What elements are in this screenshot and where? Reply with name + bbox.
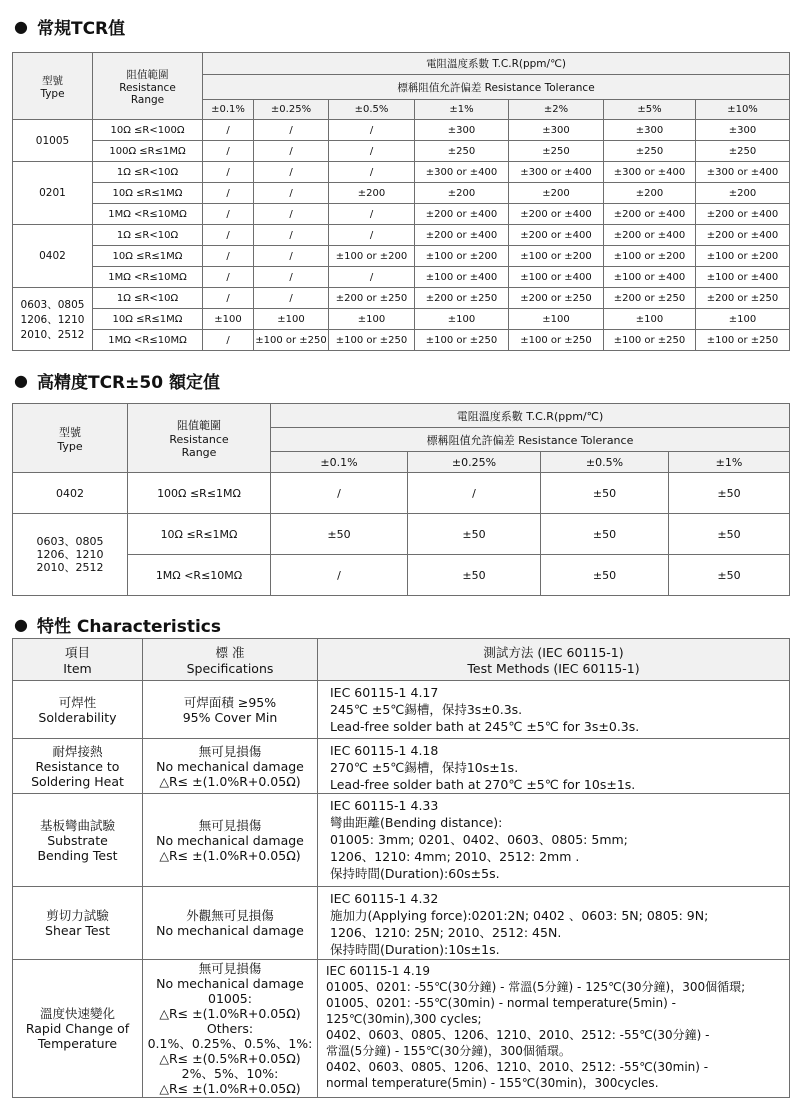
cell-line: 0402 bbox=[56, 486, 84, 500]
tcr-value-cell: ±100 or ±250 bbox=[509, 330, 604, 351]
cell-line: 保持時間(Duration):60s±5s. bbox=[330, 866, 500, 881]
tolerance-cell: ±0.1% bbox=[271, 452, 408, 473]
cell-line: 可焊面積 ≥95% bbox=[183, 694, 277, 710]
type-header-zh: 型號 bbox=[59, 425, 81, 439]
item-cell bbox=[13, 681, 143, 739]
tcr-value-cell: / bbox=[254, 183, 329, 204]
tcr-value-cell: / bbox=[254, 204, 329, 225]
tcr-value-cell: ±100 or ±400 bbox=[696, 267, 790, 288]
spec-header-zh: 標 准 bbox=[215, 645, 245, 660]
header-row bbox=[13, 639, 790, 681]
table-row bbox=[13, 960, 790, 1098]
header-row bbox=[13, 53, 790, 75]
tcr-value-cell: ±200 or ±400 bbox=[509, 204, 604, 225]
tcr-value-cell: / bbox=[203, 246, 254, 267]
table-row bbox=[13, 141, 790, 162]
cell-line: 0402、0603、0805、1206、1210、2010、2512: -55℃(30分鐘) - bbox=[326, 1028, 710, 1042]
cell-line: Temperature bbox=[37, 1036, 118, 1051]
tcr-value-cell: ±300 bbox=[415, 120, 509, 141]
cell-line: Lead-free solder bath at 270℃ ±5℃ for 10s±1s. bbox=[330, 777, 636, 792]
cell-line: 245℃ ±5℃錫槽，保持3s±0.3s. bbox=[330, 702, 523, 717]
characteristics-table bbox=[12, 638, 790, 1098]
tcr-value-cell: / bbox=[203, 141, 254, 162]
tcr-value-cell: ±200 bbox=[509, 183, 604, 204]
cell-line: 溫度快速變化 bbox=[39, 1006, 115, 1021]
range-header-en1: Resistance bbox=[119, 81, 176, 94]
range-header-en2: Range bbox=[181, 446, 217, 459]
tcr-value-cell: / bbox=[203, 288, 254, 309]
cell-line: 施加力(Applying force):0201:2N; 0402 、0603: 5N; 0805: 9N; bbox=[330, 908, 709, 923]
tcr-value-cell: / bbox=[329, 225, 415, 246]
cell-line: 1206、1210: 25N; 2010、2512: 45N. bbox=[330, 925, 562, 940]
tcr-value-cell: ±200 or ±400 bbox=[509, 225, 604, 246]
spec-cell bbox=[143, 960, 318, 1098]
tcr-value-cell: ±100 or ±400 bbox=[509, 267, 604, 288]
method-cell bbox=[318, 794, 790, 887]
cell-line: 1206、1210 bbox=[20, 313, 85, 326]
section-title-text: 常規TCR值 bbox=[36, 19, 126, 39]
tcr-value-cell: / bbox=[271, 473, 408, 514]
tcr-value-cell: ±50 bbox=[541, 555, 669, 596]
type-cell bbox=[13, 514, 128, 596]
tolerance-cell: ±0.5% bbox=[541, 452, 669, 473]
range-cell: 1MΩ <R≤10MΩ bbox=[93, 330, 203, 351]
range-cell: 10Ω ≤R≤1MΩ bbox=[93, 183, 203, 204]
tcr-value-cell: ±50 bbox=[669, 514, 790, 555]
tcr-value-cell: ±100 or ±400 bbox=[604, 267, 696, 288]
cell-line: IEC 60115-1 4.19 bbox=[326, 964, 430, 978]
type-header-en: Type bbox=[57, 439, 83, 453]
tcr-value-cell: ±100 or ±250 bbox=[696, 330, 790, 351]
tcr-value-cell: ±100 bbox=[696, 309, 790, 330]
tolerance-cell: ±5% bbox=[604, 100, 696, 120]
tcr-value-cell: ±300 bbox=[509, 120, 604, 141]
tcr-value-cell: ±100 bbox=[509, 309, 604, 330]
cell-line: 耐焊接熱 bbox=[52, 743, 103, 759]
cell-line: 1206、1210 bbox=[36, 548, 104, 561]
cell-line: 無可見損傷 bbox=[198, 961, 262, 976]
type-header-zh: 型號 bbox=[42, 74, 63, 87]
table-row bbox=[13, 514, 790, 555]
spec-header bbox=[143, 639, 318, 681]
spec-header-en: Specifications bbox=[186, 661, 274, 676]
table-row bbox=[13, 162, 790, 183]
cell-line: 0402 bbox=[39, 250, 66, 262]
tcr-value-cell: / bbox=[271, 555, 408, 596]
tcr-value-cell: / bbox=[203, 225, 254, 246]
spec-cell bbox=[143, 794, 318, 887]
tcr-value-cell: ±100 or ±250 bbox=[329, 330, 415, 351]
range-cell: 100Ω ≤R≤1MΩ bbox=[128, 473, 271, 514]
cell-line: No mechanical damage bbox=[156, 832, 304, 848]
tcr-value-cell: ±200 or ±250 bbox=[509, 288, 604, 309]
tcr-value-cell: ±200 or ±400 bbox=[604, 225, 696, 246]
range-header bbox=[128, 404, 271, 473]
tcr-value-cell: / bbox=[203, 204, 254, 225]
tolerance-cell: ±0.5% bbox=[329, 100, 415, 120]
tcr-value-cell: / bbox=[254, 288, 329, 309]
tcr-value-cell: ±200 or ±400 bbox=[415, 204, 509, 225]
tolerance-cell: ±0.25% bbox=[408, 452, 541, 473]
tcr-value-cell: ±300 bbox=[604, 120, 696, 141]
item-cell bbox=[13, 794, 143, 887]
type-cell bbox=[13, 288, 93, 351]
range-cell: 1MΩ <R≤10MΩ bbox=[93, 267, 203, 288]
regular-tcr-table bbox=[12, 52, 790, 351]
cell-line: 2010、2512 bbox=[36, 561, 104, 574]
bullet-icon: ● bbox=[14, 371, 28, 390]
table-row bbox=[13, 183, 790, 204]
range-header-zh: 阻值範圍 bbox=[177, 419, 221, 432]
tcr-value-cell: ±300 or ±400 bbox=[415, 162, 509, 183]
cell-line: Soldering Heat bbox=[31, 773, 124, 789]
tcr-value-cell: / bbox=[329, 267, 415, 288]
cell-line: 0603、0805 bbox=[36, 535, 104, 548]
cell-line: 95% Cover Min bbox=[182, 709, 278, 725]
item-header-en: Item bbox=[63, 661, 92, 676]
method-header-zh: 測試方法 (IEC 60115-1) bbox=[483, 645, 624, 660]
tcr-value-cell: ±250 bbox=[415, 141, 509, 162]
table-row bbox=[13, 330, 790, 351]
cell-line: 2010、2512 bbox=[20, 328, 85, 341]
method-cell bbox=[318, 739, 790, 794]
tcr-value-cell: ±200 or ±250 bbox=[329, 288, 415, 309]
tcr-value-cell: ±100 bbox=[254, 309, 329, 330]
cell-line: 0603、0805 bbox=[20, 298, 85, 311]
tcr-value-cell: ±50 bbox=[271, 514, 408, 555]
tcr-value-cell: ±200 or ±400 bbox=[696, 204, 790, 225]
tcr-value-cell: ±100 bbox=[604, 309, 696, 330]
range-cell: 1Ω ≤R<10Ω bbox=[93, 162, 203, 183]
item-header bbox=[13, 639, 143, 681]
range-cell: 1Ω ≤R<10Ω bbox=[93, 288, 203, 309]
cell-line: Substrate bbox=[47, 832, 108, 848]
spec-cell bbox=[143, 887, 318, 960]
tcr-value-cell: / bbox=[329, 141, 415, 162]
high-precision-tcr-table bbox=[12, 403, 790, 596]
section-title-text: 高精度TCR±50 額定值 bbox=[36, 373, 220, 393]
tcr-value-cell: / bbox=[254, 225, 329, 246]
tolerance-cell: ±1% bbox=[415, 100, 509, 120]
cell-line: 0402、0603、0805、1206、1210、2010、2512: -55℃(30min) - bbox=[326, 1060, 709, 1074]
cell-line: △R≤ ±(0.5%R+0.05Ω) bbox=[159, 1051, 301, 1066]
cell-line: 270℃ ±5℃錫槽，保持10s±1s. bbox=[330, 760, 519, 775]
cell-line: Others: bbox=[206, 1021, 254, 1036]
tcr-value-cell: ±300 or ±400 bbox=[604, 162, 696, 183]
table-row bbox=[13, 267, 790, 288]
type-header bbox=[13, 53, 93, 120]
tolerance-header: 標稱阻值允許偏差 Resistance Tolerance bbox=[271, 428, 790, 452]
table-row bbox=[13, 887, 790, 960]
cell-line: 常溫(5分鐘) - 155℃(30分鐘)，300個循環。 bbox=[326, 1044, 571, 1058]
tcr-value-cell: ±200 bbox=[604, 183, 696, 204]
table-row bbox=[13, 246, 790, 267]
tolerance-cell: ±10% bbox=[696, 100, 790, 120]
table-row bbox=[13, 288, 790, 309]
cell-line: △R≤ ±(1.0%R+0.05Ω) bbox=[159, 1081, 301, 1096]
type-cell bbox=[13, 120, 93, 162]
type-cell bbox=[13, 162, 93, 225]
cell-line: Lead-free solder bath at 245℃ ±5℃ for 3s±0.3s. bbox=[330, 719, 640, 734]
tcr-value-cell: ±200 or ±400 bbox=[415, 225, 509, 246]
table-row bbox=[13, 473, 790, 514]
cell-line: 01005、0201: -55℃(30min) - normal temperature(5min) - bbox=[326, 996, 676, 1010]
method-cell bbox=[318, 681, 790, 739]
tcr-value-cell: ±50 bbox=[408, 514, 541, 555]
range-cell: 1MΩ <R≤10MΩ bbox=[93, 204, 203, 225]
cell-line: 0201 bbox=[39, 187, 66, 199]
method-cell bbox=[318, 960, 790, 1098]
tcr-value-cell: ±100 or ±250 bbox=[604, 330, 696, 351]
cell-line: Rapid Change of bbox=[25, 1021, 130, 1036]
cell-line: Bending Test bbox=[37, 847, 118, 863]
tcr-value-cell: ±100 bbox=[203, 309, 254, 330]
range-cell: 10Ω ≤R≤1MΩ bbox=[93, 309, 203, 330]
cell-line: 01005: 3mm; 0201、0402、0603、0805: 5mm; bbox=[330, 832, 628, 847]
tcr-value-cell: ±200 or ±400 bbox=[604, 204, 696, 225]
range-cell: 1Ω ≤R<10Ω bbox=[93, 225, 203, 246]
cell-line: 1206、1210: 4mm; 2010、2512: 2mm . bbox=[330, 849, 580, 864]
section-title-characteristics bbox=[14, 612, 221, 637]
cell-line: 0.1%、0.25%、0.5%、1%: bbox=[147, 1036, 313, 1051]
tcr-value-cell: ±200 or ±250 bbox=[696, 288, 790, 309]
tcr-value-cell: ±300 bbox=[696, 120, 790, 141]
tcr-value-cell: ±50 bbox=[541, 514, 669, 555]
cell-line: △R≤ ±(1.0%R+0.05Ω) bbox=[159, 847, 301, 863]
cell-line: No mechanical damage bbox=[156, 923, 304, 938]
tcr-value-cell: ±100 or ±250 bbox=[254, 330, 329, 351]
tcr-value-cell: / bbox=[203, 330, 254, 351]
tolerance-header: 標稱阻值允許偏差 Resistance Tolerance bbox=[203, 75, 790, 100]
bullet-icon: ● bbox=[14, 615, 28, 634]
tcr-value-cell: ±200 or ±250 bbox=[604, 288, 696, 309]
table-row bbox=[13, 204, 790, 225]
cell-line: 01005: bbox=[208, 991, 252, 1006]
spec-cell bbox=[143, 739, 318, 794]
range-cell: 10Ω ≤R<100Ω bbox=[93, 120, 203, 141]
section-title-regular-tcr bbox=[14, 14, 125, 39]
item-header-zh: 項目 bbox=[64, 645, 90, 660]
tcr-value-cell: ±250 bbox=[604, 141, 696, 162]
tcr-value-cell: / bbox=[254, 141, 329, 162]
table-row bbox=[13, 309, 790, 330]
range-header-zh: 阻值範圍 bbox=[126, 68, 169, 81]
cell-line: 2%、5%、10%: bbox=[181, 1066, 279, 1081]
tcr-value-cell: ±200 bbox=[329, 183, 415, 204]
tcr-value-cell: ±300 or ±400 bbox=[696, 162, 790, 183]
cell-line: △R≤ ±(1.0%R+0.05Ω) bbox=[159, 1006, 301, 1021]
cell-line: 保持時間(Duration):10s±1s. bbox=[330, 942, 500, 957]
tcr-value-cell: ±100 or ±200 bbox=[509, 246, 604, 267]
table-row bbox=[13, 794, 790, 887]
tcr-value-cell: / bbox=[254, 120, 329, 141]
cell-line: 125℃(30min),300 cycles; bbox=[326, 1012, 482, 1026]
cell-line: IEC 60115-1 4.32 bbox=[330, 891, 439, 906]
tcr-value-cell: ±100 or ±200 bbox=[604, 246, 696, 267]
cell-line: 01005 bbox=[35, 134, 70, 147]
tcr-value-cell: ±100 bbox=[415, 309, 509, 330]
table-row bbox=[13, 555, 790, 596]
cell-line: 彎曲距離(Bending distance): bbox=[330, 815, 503, 830]
tcr-value-cell: / bbox=[329, 120, 415, 141]
table-row bbox=[13, 225, 790, 246]
cell-line: IEC 60115-1 4.33 bbox=[330, 798, 439, 813]
tcr-value-cell: / bbox=[408, 473, 541, 514]
range-cell: 1MΩ <R≤10MΩ bbox=[128, 555, 271, 596]
header-row bbox=[13, 404, 790, 428]
tcr-value-cell: ±200 or ±400 bbox=[696, 225, 790, 246]
range-cell: 10Ω ≤R≤1MΩ bbox=[128, 514, 271, 555]
tcr-value-cell: ±100 or ±250 bbox=[415, 330, 509, 351]
section-title-high-precision-tcr bbox=[14, 368, 220, 393]
cell-line: 01005、0201: -55℃(30分鐘) - 常溫(5分鐘) - 125℃(30分鐘)，300個循環; bbox=[326, 980, 746, 994]
tcr-value-cell: ±50 bbox=[669, 473, 790, 514]
cell-line: Shear Test bbox=[45, 923, 110, 938]
tcr-value-cell: / bbox=[329, 162, 415, 183]
range-header-en1: Resistance bbox=[169, 433, 229, 446]
method-header-en: Test Methods (IEC 60115-1) bbox=[467, 661, 640, 676]
cell-line: IEC 60115-1 4.17 bbox=[330, 685, 439, 700]
tcr-header: 電阻溫度系數 T.C.R(ppm/℃) bbox=[203, 53, 790, 75]
cell-line: 基板彎曲試驗 bbox=[39, 817, 115, 833]
tcr-value-cell: / bbox=[254, 246, 329, 267]
tcr-value-cell: / bbox=[203, 162, 254, 183]
tcr-value-cell: / bbox=[203, 120, 254, 141]
range-cell: 100Ω ≤R≤1MΩ bbox=[93, 141, 203, 162]
tcr-value-cell: ±50 bbox=[669, 555, 790, 596]
tcr-value-cell: / bbox=[203, 267, 254, 288]
tcr-value-cell: ±100 or ±200 bbox=[696, 246, 790, 267]
tcr-value-cell: ±50 bbox=[541, 473, 669, 514]
tolerance-cell: ±2% bbox=[509, 100, 604, 120]
section-title-text: 特性 Characteristics bbox=[36, 617, 222, 637]
method-header bbox=[318, 639, 790, 681]
cell-line: 外觀無可見損傷 bbox=[186, 908, 274, 923]
cell-line: △R≤ ±(1.0%R+0.05Ω) bbox=[159, 773, 301, 789]
tcr-value-cell: ±200 or ±250 bbox=[415, 288, 509, 309]
tcr-value-cell: / bbox=[203, 183, 254, 204]
tcr-value-cell: ±100 or ±200 bbox=[415, 246, 509, 267]
cell-line: normal temperature(5min) - 155℃(30min)，300cycles. bbox=[326, 1076, 659, 1090]
tcr-value-cell: ±300 or ±400 bbox=[509, 162, 604, 183]
tcr-value-cell: ±250 bbox=[696, 141, 790, 162]
spec-cell bbox=[143, 681, 318, 739]
tcr-value-cell: / bbox=[254, 267, 329, 288]
type-header-en: Type bbox=[40, 87, 65, 100]
cell-line: IEC 60115-1 4.18 bbox=[330, 743, 439, 758]
range-header-en2: Range bbox=[130, 93, 165, 106]
item-cell bbox=[13, 739, 143, 794]
tolerance-cell: ±1% bbox=[669, 452, 790, 473]
range-header bbox=[93, 53, 203, 120]
bullet-icon: ● bbox=[14, 17, 28, 36]
tcr-value-cell: / bbox=[329, 204, 415, 225]
type-header bbox=[13, 404, 128, 473]
tcr-value-cell: ±200 bbox=[415, 183, 509, 204]
cell-line: No mechanical damage bbox=[156, 758, 304, 774]
cell-line: 無可見損傷 bbox=[198, 743, 262, 759]
method-cell bbox=[318, 887, 790, 960]
table-row bbox=[13, 739, 790, 794]
cell-line: 剪切力試驗 bbox=[46, 908, 109, 923]
item-cell bbox=[13, 887, 143, 960]
tolerance-cell: ±0.1% bbox=[203, 100, 254, 120]
tcr-value-cell: / bbox=[254, 162, 329, 183]
table-row bbox=[13, 681, 790, 739]
tcr-value-cell: ±100 or ±200 bbox=[329, 246, 415, 267]
type-cell bbox=[13, 225, 93, 288]
tcr-value-cell: ±200 bbox=[696, 183, 790, 204]
cell-line: 可焊性 bbox=[58, 694, 97, 710]
tcr-value-cell: ±100 or ±400 bbox=[415, 267, 509, 288]
table-row bbox=[13, 120, 790, 141]
item-cell bbox=[13, 960, 143, 1098]
tcr-value-cell: ±100 bbox=[329, 309, 415, 330]
cell-line: No mechanical damage bbox=[156, 976, 304, 991]
tcr-value-cell: ±50 bbox=[408, 555, 541, 596]
tcr-header: 電阻溫度系數 T.C.R(ppm/℃) bbox=[271, 404, 790, 428]
range-cell: 10Ω ≤R≤1MΩ bbox=[93, 246, 203, 267]
cell-line: Resistance to bbox=[35, 758, 120, 774]
cell-line: Solderability bbox=[38, 709, 117, 725]
type-cell bbox=[13, 473, 128, 514]
tolerance-cell: ±0.25% bbox=[254, 100, 329, 120]
tcr-value-cell: ±250 bbox=[509, 141, 604, 162]
cell-line: 無可見損傷 bbox=[198, 817, 262, 833]
